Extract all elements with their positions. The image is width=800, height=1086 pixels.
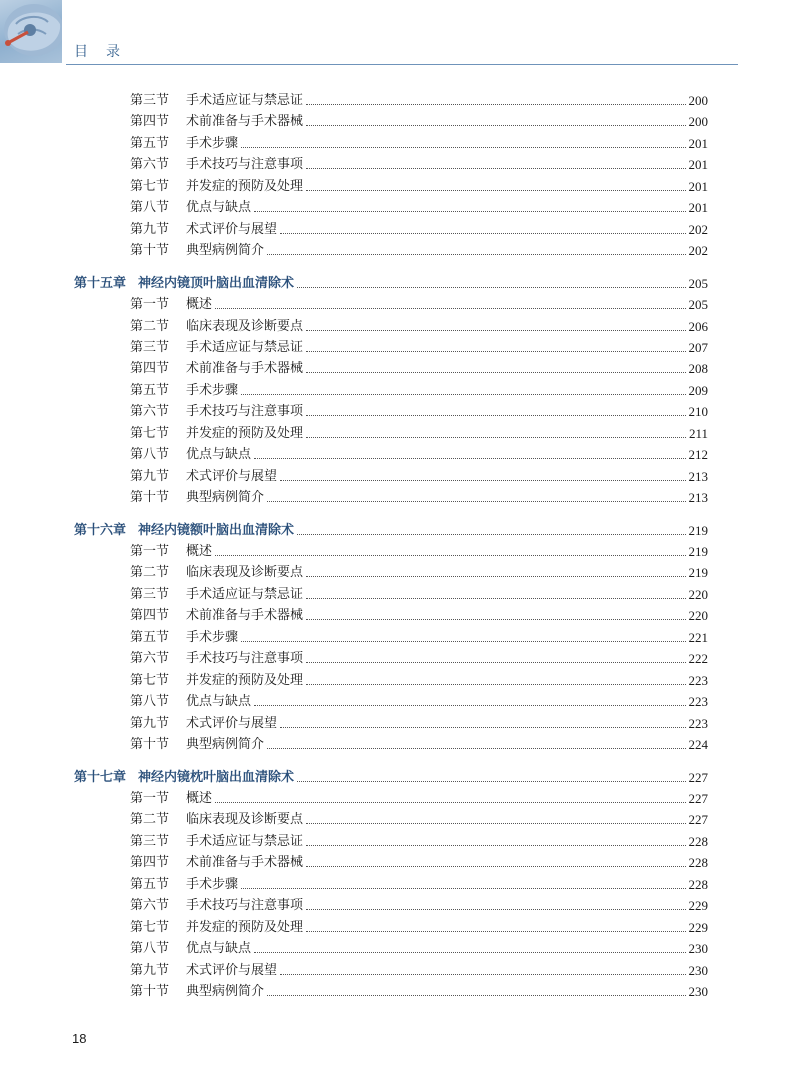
section-number: 第五节 (130, 382, 170, 398)
toc-page-number: 223 (688, 672, 708, 688)
section-number: 第三节 (130, 833, 170, 849)
section-title: 术式评价与展望 (186, 468, 278, 484)
toc-section-entry[interactable] (130, 378, 708, 399)
dot-leader (297, 534, 685, 535)
toc-section-entry[interactable] (130, 893, 708, 914)
toc-section-entry[interactable] (130, 238, 708, 259)
toc-section-entry[interactable] (130, 646, 708, 667)
section-title: 手术技巧与注意事项 (186, 651, 304, 667)
section-title: 典型病例简介 (186, 490, 265, 506)
toc-page-number: 224 (688, 737, 708, 753)
dot-leader (306, 125, 685, 126)
section-title: 手术适应证与禁忌证 (186, 93, 304, 108)
section-number: 第八节 (130, 694, 170, 710)
dot-leader (306, 823, 685, 824)
toc-page-number: 219 (688, 522, 708, 538)
toc-page-number: 228 (688, 833, 708, 849)
section-title: 并发症的预防及处理 (186, 425, 304, 441)
section-title: 典型病例简介 (186, 243, 265, 259)
section-number: 第十节 (130, 984, 170, 999)
section-title: 概述 (186, 297, 213, 312)
page-header-title: 目 录 (74, 44, 122, 60)
toc-page-number: 205 (688, 275, 708, 291)
section-title: 优点与缺点 (186, 200, 252, 216)
toc-section-entry[interactable] (130, 603, 708, 624)
toc-page-number: 230 (688, 984, 708, 999)
toc-section-entry[interactable] (130, 958, 708, 979)
dot-leader (215, 802, 685, 803)
section-title: 手术适应证与禁忌证 (186, 833, 304, 849)
toc-page-number: 205 (688, 297, 708, 312)
toc-page-number: 200 (688, 114, 708, 130)
toc-section-entry[interactable] (130, 88, 708, 109)
toc-page-number: 211 (688, 425, 708, 441)
section-number: 第一节 (130, 544, 170, 559)
section-title: 术式评价与展望 (186, 221, 278, 237)
toc-section-entry[interactable] (130, 442, 708, 463)
toc-section-entry[interactable] (130, 131, 708, 152)
toc-page-number: 213 (688, 468, 708, 484)
toc-section-entry[interactable] (130, 485, 708, 506)
section-title: 手术适应证与禁忌证 (186, 339, 304, 355)
dot-leader (306, 598, 685, 599)
toc-section-entry[interactable] (130, 936, 708, 957)
dot-leader (306, 190, 685, 191)
toc-page-number: 227 (688, 791, 708, 806)
toc-section-entry[interactable] (130, 464, 708, 485)
toc-section-entry[interactable] (130, 625, 708, 646)
toc-section-entry[interactable] (130, 174, 708, 195)
toc-section-entry[interactable] (130, 711, 708, 732)
section-number: 第四节 (130, 361, 170, 377)
section-title: 术前准备与手术器械 (186, 361, 304, 377)
section-number: 第七节 (130, 919, 170, 935)
section-number: 第八节 (130, 200, 170, 216)
dot-leader (280, 727, 685, 728)
toc-page-number: 201 (688, 157, 708, 173)
section-number: 第二节 (130, 565, 170, 581)
dot-leader (297, 287, 685, 288)
section-number: 第四节 (130, 114, 170, 130)
section-title: 手术适应证与禁忌证 (186, 586, 304, 602)
section-number: 第一节 (130, 791, 170, 806)
section-number: 第七节 (130, 178, 170, 194)
toc-section-entry[interactable] (130, 152, 708, 173)
toc-section-entry[interactable] (130, 915, 708, 936)
section-title: 概述 (186, 791, 213, 806)
toc-page-number: 201 (688, 178, 708, 194)
dot-leader (241, 888, 685, 889)
toc-chapter-entry[interactable] (74, 518, 708, 539)
toc-page-number: 230 (688, 941, 708, 957)
toc-section-entry[interactable] (130, 829, 708, 850)
section-number: 第五节 (130, 135, 170, 151)
page-number: 18 (72, 1031, 87, 1046)
section-title: 典型病例简介 (186, 984, 265, 999)
section-title: 手术步骤 (186, 876, 239, 892)
toc-page-number: 227 (688, 769, 708, 785)
toc-page-number: 220 (688, 586, 708, 602)
toc-section-entry[interactable] (130, 195, 708, 216)
section-number: 第六节 (130, 898, 170, 914)
section-number: 第九节 (130, 468, 170, 484)
toc-section-entry[interactable] (130, 668, 708, 689)
section-title: 临床表现及诊断要点 (186, 812, 304, 828)
toc-section-entry[interactable] (130, 314, 708, 335)
section-title: 优点与缺点 (186, 694, 252, 710)
toc-page-number: 201 (688, 200, 708, 216)
dot-leader (306, 576, 685, 577)
dot-leader (306, 909, 685, 910)
chapter-number: 第十七章 (74, 769, 127, 785)
toc-section-entry[interactable] (130, 786, 708, 807)
dot-leader (241, 641, 685, 642)
section-title: 术前准备与手术器械 (186, 114, 304, 130)
section-number: 第六节 (130, 651, 170, 667)
section-title: 临床表现及诊断要点 (186, 565, 304, 581)
dot-leader (280, 233, 685, 234)
dot-leader (306, 866, 685, 867)
section-number: 第八节 (130, 447, 170, 463)
toc-section-entry[interactable] (130, 807, 708, 828)
section-title: 手术技巧与注意事项 (186, 898, 304, 914)
dot-leader (280, 480, 685, 481)
section-title: 手术技巧与注意事项 (186, 404, 304, 420)
toc-page-number: 200 (688, 93, 708, 108)
dot-leader (254, 458, 685, 459)
section-number: 第四节 (130, 855, 170, 871)
dot-leader (267, 995, 685, 996)
toc-page-number: 213 (688, 490, 708, 506)
section-title: 术前准备与手术器械 (186, 855, 304, 871)
toc-section-entry[interactable] (130, 582, 708, 603)
section-title: 手术步骤 (186, 135, 239, 151)
chapter-title: 神经内镜枕叶脑出血清除术 (138, 769, 295, 785)
dot-leader (254, 705, 685, 706)
toc-section-entry[interactable] (130, 292, 708, 313)
section-number: 第三节 (130, 586, 170, 602)
dot-leader (306, 437, 686, 438)
header-divider (66, 64, 738, 65)
toc-section-entry[interactable] (130, 560, 708, 581)
dot-leader (306, 415, 685, 416)
dot-leader (306, 662, 685, 663)
section-title: 手术步骤 (186, 629, 239, 645)
dot-leader (254, 211, 685, 212)
toc-page-number: 202 (688, 243, 708, 259)
toc-section-entry[interactable] (130, 850, 708, 871)
toc-page-number: 219 (688, 565, 708, 581)
brain-illustration-icon (0, 0, 62, 63)
toc-page-number: 221 (688, 629, 708, 645)
section-number: 第四节 (130, 608, 170, 624)
dot-leader (267, 254, 685, 255)
dot-leader (254, 952, 685, 953)
toc-section-entry[interactable] (130, 732, 708, 753)
section-number: 第五节 (130, 876, 170, 892)
toc-section-entry[interactable] (130, 979, 708, 1000)
section-title: 并发症的预防及处理 (186, 178, 304, 194)
toc-page-number: 222 (688, 651, 708, 667)
toc-page-number: 228 (688, 855, 708, 871)
toc-page-number: 207 (688, 339, 708, 355)
dot-leader (241, 147, 685, 148)
dot-leader (241, 394, 685, 395)
toc-page-number: 223 (688, 715, 708, 731)
toc-section-entry[interactable] (130, 539, 708, 560)
dot-leader (306, 931, 685, 932)
section-number: 第十节 (130, 243, 170, 259)
section-number: 第五节 (130, 629, 170, 645)
toc-page-number: 210 (688, 404, 708, 420)
section-title: 术式评价与展望 (186, 962, 278, 978)
section-title: 手术步骤 (186, 382, 239, 398)
section-title: 并发症的预防及处理 (186, 672, 304, 688)
toc-page-number: 220 (688, 608, 708, 624)
toc-page-number: 223 (688, 694, 708, 710)
toc-page-number: 227 (688, 812, 708, 828)
dot-leader (215, 308, 685, 309)
toc-section-entry[interactable] (130, 421, 708, 442)
section-number: 第七节 (130, 672, 170, 688)
dot-leader (306, 684, 685, 685)
dot-leader (306, 372, 685, 373)
toc-page-number: 219 (688, 544, 708, 559)
section-number: 第九节 (130, 962, 170, 978)
toc-page-number: 229 (688, 898, 708, 914)
section-number: 第十节 (130, 737, 170, 753)
dot-leader (215, 555, 685, 556)
toc-page-number: 212 (688, 447, 708, 463)
chapter-title: 神经内镜额叶脑出血清除术 (138, 522, 295, 538)
dot-leader (306, 168, 685, 169)
section-title: 手术技巧与注意事项 (186, 157, 304, 173)
dot-leader (280, 974, 685, 975)
chapter-title: 神经内镜顶叶脑出血清除术 (138, 275, 295, 291)
toc-page-number: 209 (688, 382, 708, 398)
toc-page-number: 208 (688, 361, 708, 377)
dot-leader (267, 748, 685, 749)
toc-section-entry[interactable] (130, 872, 708, 893)
section-title: 优点与缺点 (186, 447, 252, 463)
dot-leader (267, 501, 685, 502)
dot-leader (306, 619, 685, 620)
chapter-number: 第十五章 (74, 275, 127, 291)
dot-leader (306, 351, 685, 352)
section-number: 第六节 (130, 404, 170, 420)
toc-section-entry[interactable] (130, 399, 708, 420)
section-number: 第六节 (130, 157, 170, 173)
dot-leader (306, 845, 685, 846)
toc-page-number: 201 (688, 135, 708, 151)
toc-section-entry[interactable] (130, 689, 708, 710)
toc-section-entry[interactable] (130, 109, 708, 130)
section-number: 第三节 (130, 339, 170, 355)
section-title: 概述 (186, 544, 213, 559)
toc-section-entry[interactable] (130, 217, 708, 238)
toc-page-number: 228 (688, 876, 708, 892)
dot-leader (297, 781, 685, 782)
toc-section-entry[interactable] (130, 356, 708, 377)
dot-leader (306, 330, 685, 331)
section-title: 术前准备与手术器械 (186, 608, 304, 624)
section-number: 第二节 (130, 812, 170, 828)
section-number: 第二节 (130, 318, 170, 334)
section-number: 第七节 (130, 425, 170, 441)
section-title: 临床表现及诊断要点 (186, 318, 304, 334)
toc-chapter-entry[interactable] (74, 271, 708, 292)
section-number: 第三节 (130, 93, 170, 108)
toc-chapter-entry[interactable] (74, 765, 708, 786)
toc-page-number: 229 (688, 919, 708, 935)
chapter-number: 第十六章 (74, 522, 127, 538)
section-number: 第一节 (130, 297, 170, 312)
section-number: 第九节 (130, 715, 170, 731)
section-title: 术式评价与展望 (186, 715, 278, 731)
toc-page-number: 206 (688, 318, 708, 334)
toc-page-number: 230 (688, 962, 708, 978)
dot-leader (306, 104, 685, 105)
section-title: 优点与缺点 (186, 941, 252, 957)
toc-page-number: 202 (688, 221, 708, 237)
toc-section-entry[interactable] (130, 335, 708, 356)
section-number: 第八节 (130, 941, 170, 957)
section-number: 第十节 (130, 490, 170, 506)
section-title: 并发症的预防及处理 (186, 919, 304, 935)
section-title: 典型病例简介 (186, 737, 265, 753)
section-number: 第九节 (130, 221, 170, 237)
